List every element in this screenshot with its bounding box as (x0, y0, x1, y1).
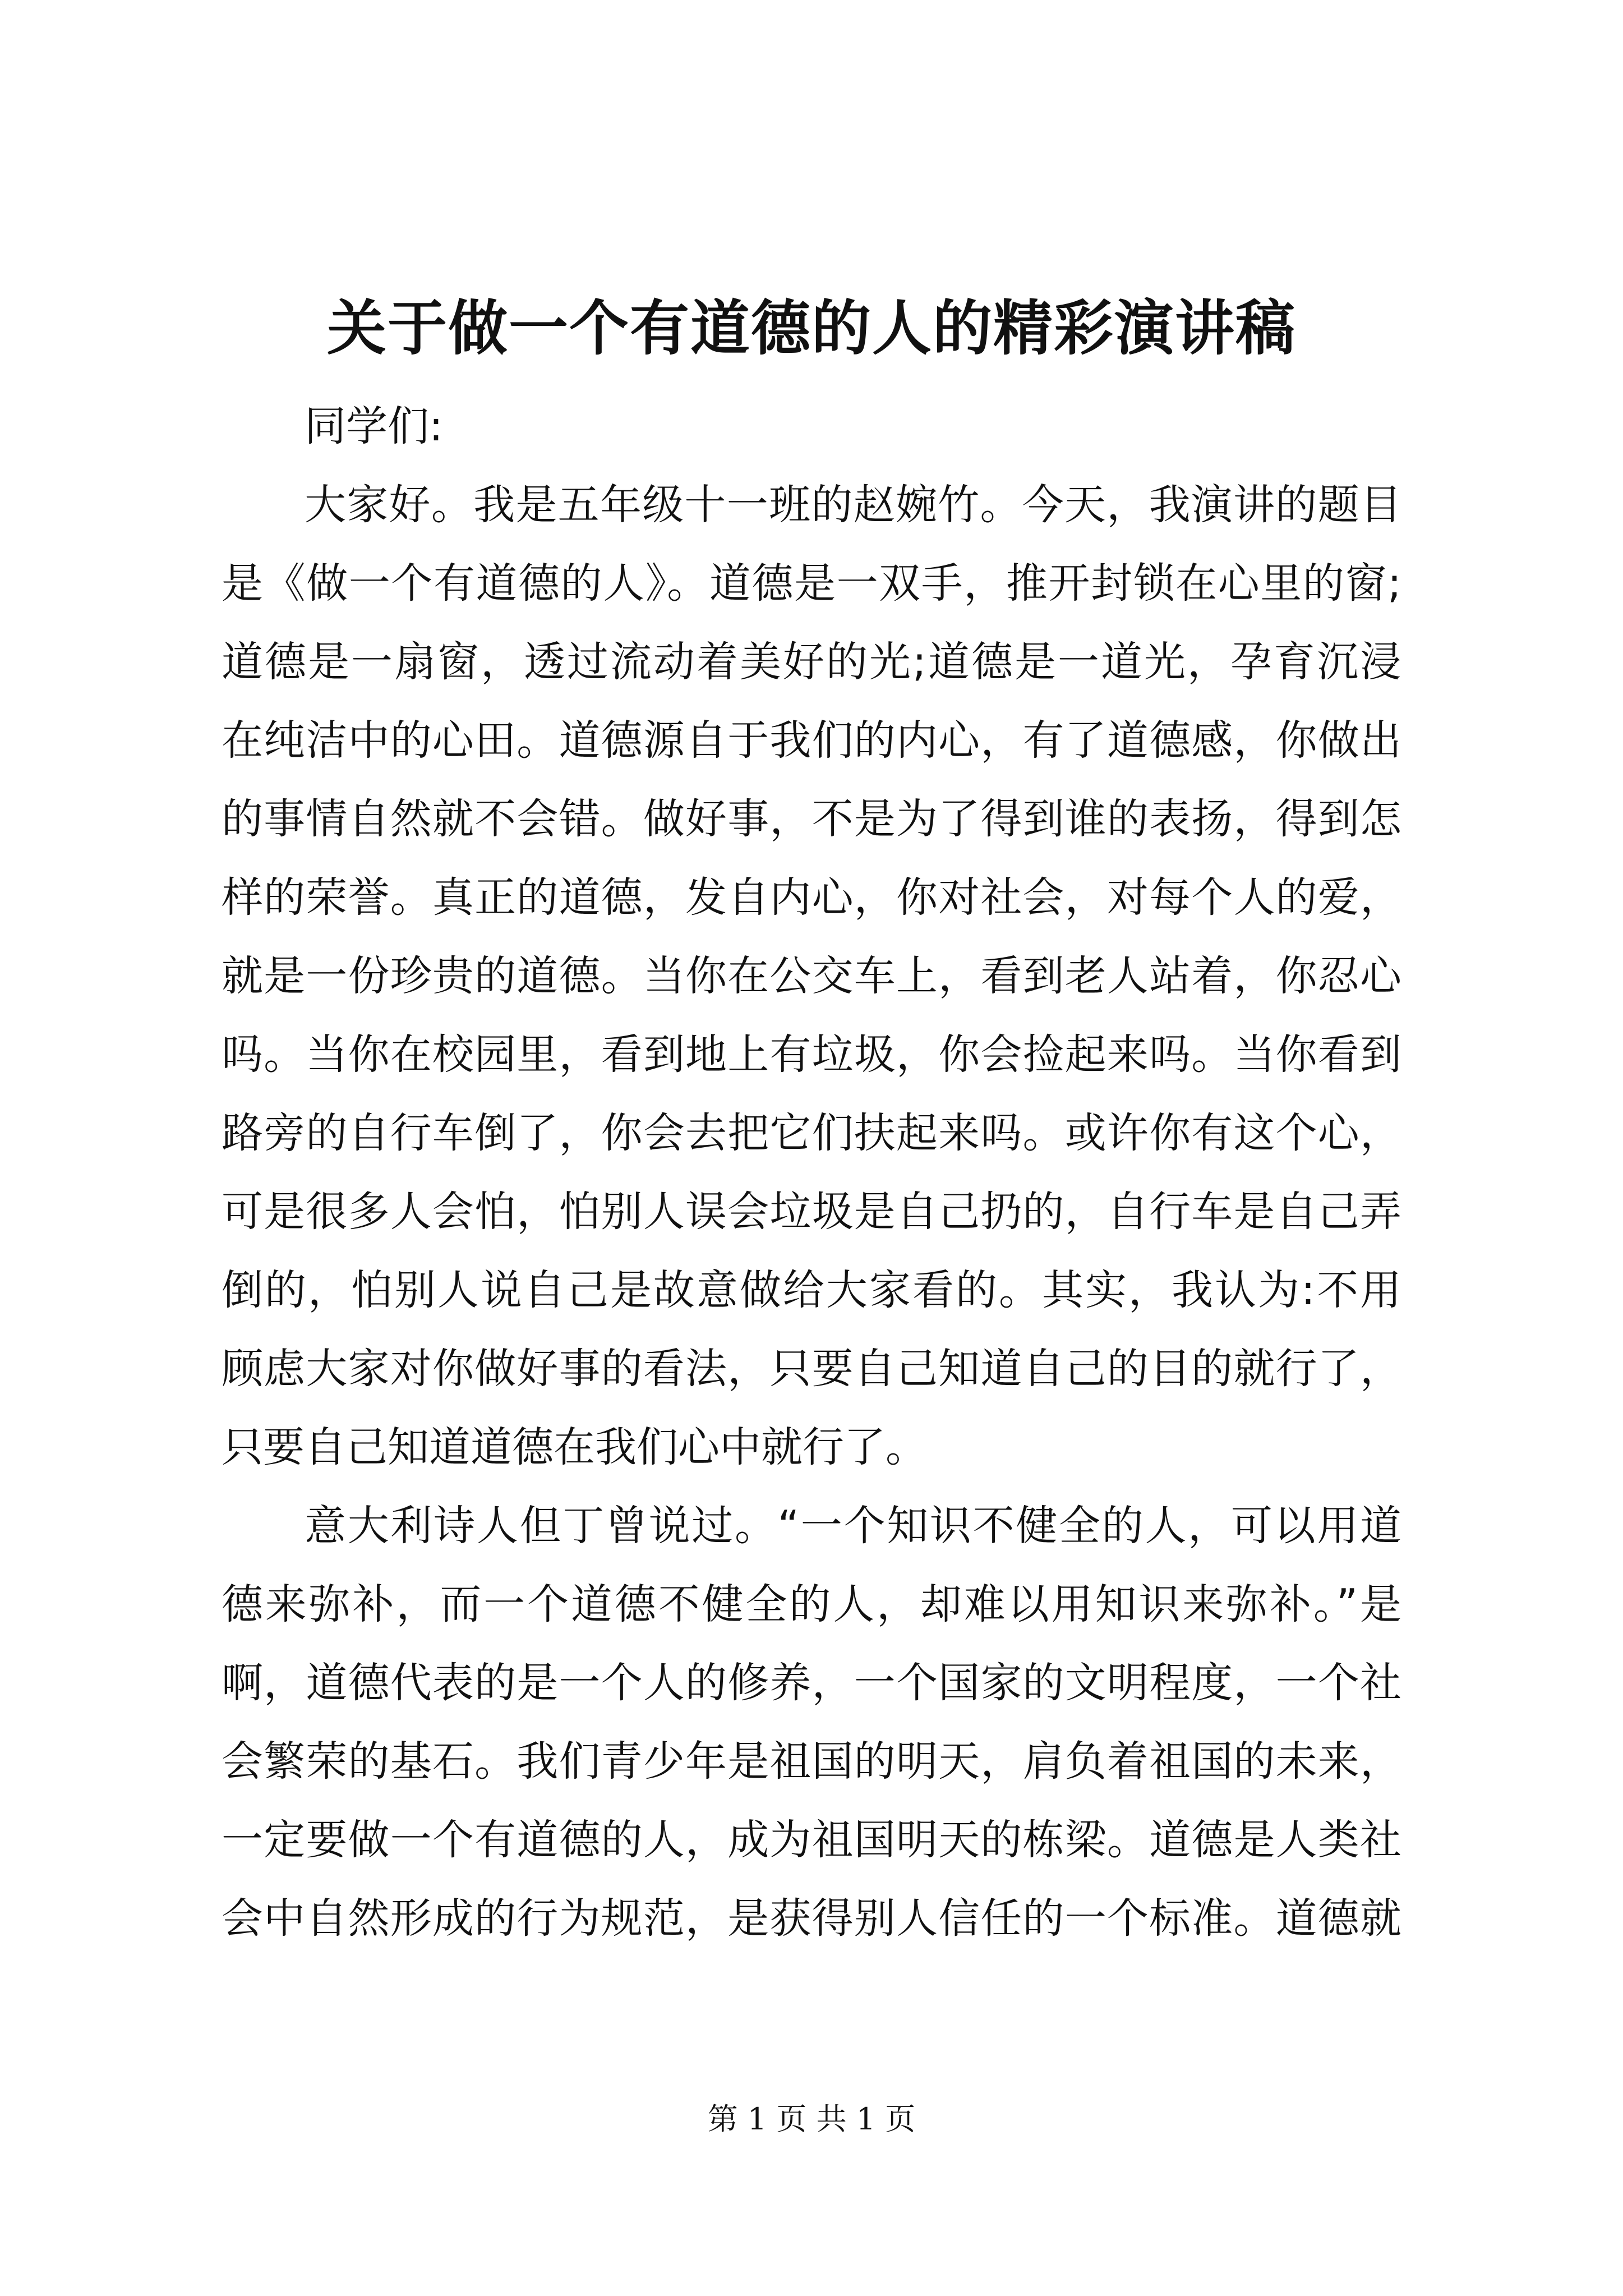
paragraph-line: 倒的，怕别人说自己是故意做给大家看的。其实，我认为:不用 (222, 1266, 1401, 1314)
paragraph-line: 一定要做一个有道德的人，成为祖国明天的栋梁。道德是人类社 (222, 1816, 1401, 1864)
paragraph-line: 顾虑大家对你做好事的看法，只要自己知道自己的目的就行了， (222, 1345, 1401, 1393)
paragraph-line: 在纯洁中的心田。道德源自于我们的内心，有了道德感，你做出 (222, 716, 1401, 765)
salutation: 同学们: (305, 402, 443, 450)
paragraph-line: 吗。当你在校园里，看到地上有垃圾，你会捡起来吗。当你看到 (222, 1030, 1401, 1079)
page-footer: 第 1 页 共 1 页 (707, 2101, 916, 2137)
paragraph-2 (222, 1487, 1401, 1958)
paragraph-line: 德来弥补，而一个道德不健全的人，却难以用知识来弥补。”是 (222, 1580, 1401, 1628)
paragraph-line: 是《做一个有道德的人》。道德是一双手，推开封锁在心里的窗; (222, 559, 1401, 608)
document-title: 关于做一个有道德的人的精彩演讲稿 (327, 293, 1296, 363)
paragraph-line: 意大利诗人但丁曾说过。“一个知识不健全的人，可以用道 (305, 1502, 1401, 1550)
paragraph-line: 样的荣誉。真正的道德，发自内心，你对社会，对每个人的爱， (222, 873, 1401, 922)
paragraph-line: 就是一份珍贵的道德。当你在公交车上，看到老人站着，你忍心 (222, 952, 1401, 1000)
paragraph-line: 路旁的自行车倒了，你会去把它们扶起来吗。或许你有这个心， (222, 1109, 1401, 1157)
paragraph-line: 会中自然形成的行为规范，是获得别人信任的一个标准。道德就 (222, 1894, 1401, 1943)
paragraph-line: 大家好。我是五年级十一班的赵婉竹。今天，我演讲的题目 (305, 481, 1401, 529)
paragraph-line: 只要自己知道道德在我们心中就行了。 (222, 1423, 927, 1471)
paragraph-line: 啊，道德代表的是一个人的修养，一个国家的文明程度，一个社 (222, 1659, 1401, 1707)
document-body (222, 387, 1401, 1958)
paragraph-line: 可是很多人会怕，怕别人误会垃圾是自己扔的，自行车是自己弄 (222, 1188, 1401, 1236)
paragraph-1 (222, 466, 1401, 1487)
paragraph-line: 会繁荣的基石。我们青少年是祖国的明天，肩负着祖国的未来， (222, 1737, 1401, 1786)
paragraph-line: 道德是一扇窗，透过流动着美好的光;道德是一道光，孕育沉浸 (222, 638, 1401, 686)
paragraph-line: 的事情自然就不会错。做好事，不是为了得到谁的表扬，得到怎 (222, 795, 1401, 843)
